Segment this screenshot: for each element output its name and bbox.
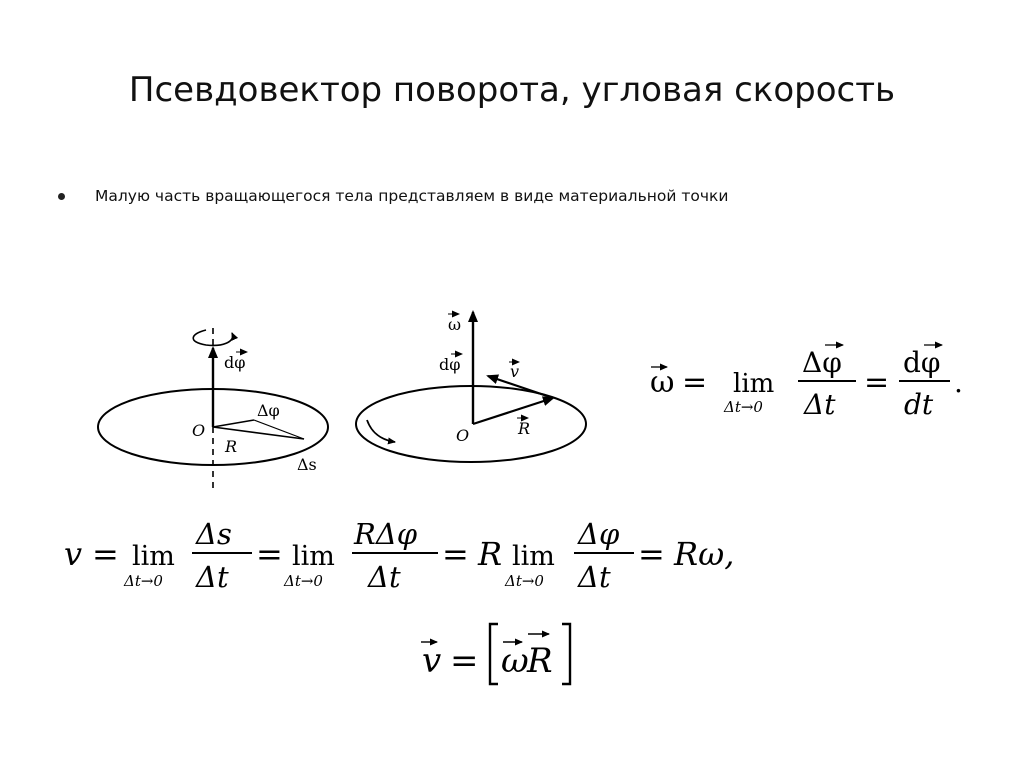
- slide-title: Псевдовектор поворота, угловая скорость: [128, 70, 896, 110]
- fomega-den1: Δt: [804, 388, 836, 421]
- fcross-v: v: [422, 641, 442, 681]
- fv-lim3: lim: [512, 541, 555, 572]
- fomega-den2: dt: [904, 388, 934, 421]
- fv-t2-den: Δt: [368, 560, 401, 594]
- fomega-end: .: [954, 366, 963, 399]
- fv-R: R: [478, 535, 503, 573]
- fv-t2-num: RΔφ: [354, 517, 418, 551]
- fcross-R: R: [527, 641, 553, 681]
- radius-line-1: [213, 420, 254, 427]
- fv-sub1: Δt→0: [124, 572, 163, 590]
- fcross-eq: =: [450, 641, 479, 681]
- fig2-radius-label: R: [518, 419, 531, 438]
- formula-cross-product: [421, 624, 570, 684]
- fv-lim1: lim: [132, 541, 175, 572]
- fv-eq4: =: [638, 535, 665, 573]
- fv-result: Rω,: [674, 535, 735, 573]
- fv-t3-num: Δφ: [578, 517, 620, 551]
- fv-t3-den: Δt: [578, 560, 611, 594]
- figure-rotation-disk: [98, 328, 328, 492]
- fomega-lhs: ω: [650, 365, 675, 400]
- rotation-direction-arrow-2: [367, 420, 395, 442]
- r-vector-arrow: [473, 398, 553, 424]
- fv-eq3: =: [442, 535, 469, 573]
- fig1-small-angle-label: Δφ: [257, 401, 280, 420]
- fcross-left-bracket: [490, 624, 498, 684]
- fig2-omega-label: ω: [448, 315, 462, 334]
- fomega-num2: dφ: [903, 346, 941, 379]
- fv-lim2: lim: [292, 541, 335, 572]
- bullet-text: Малую часть вращающегося тела представляем в виде материальной точки: [95, 187, 729, 205]
- fv-sub2: Δt→0: [284, 572, 323, 590]
- fv-eq1: =: [92, 535, 119, 573]
- fig1-origin-label: O: [192, 421, 206, 440]
- fig2-v-label: v: [510, 362, 520, 381]
- fig2-origin-label: O: [456, 426, 470, 445]
- fomega-eq2: =: [864, 365, 890, 400]
- fig1-radius-label: R: [225, 437, 238, 456]
- fomega-eq1: =: [682, 365, 708, 400]
- fv-sub3: Δt→0: [505, 572, 544, 590]
- fcross-right-bracket: [562, 624, 570, 684]
- figure-angular-velocity: [356, 312, 586, 462]
- fcross-omega: ω: [501, 641, 529, 681]
- fv-t1-den: Δt: [196, 560, 229, 594]
- fig1-arc-label: Δs: [297, 455, 317, 474]
- fv-eq2: =: [256, 535, 283, 573]
- formula-linear-velocity: [64, 517, 734, 594]
- fomega-num1: Δφ: [802, 346, 842, 379]
- formula-angular-velocity: [650, 346, 963, 421]
- fomega-sub: Δt→0: [724, 398, 763, 416]
- fv-lhs: v: [64, 535, 83, 573]
- fv-t1-num: Δs: [196, 517, 232, 551]
- fig2-dphi-label: dφ: [439, 355, 461, 374]
- fig1-dphi-label: dφ: [224, 353, 246, 372]
- fomega-lim: lim: [733, 369, 775, 399]
